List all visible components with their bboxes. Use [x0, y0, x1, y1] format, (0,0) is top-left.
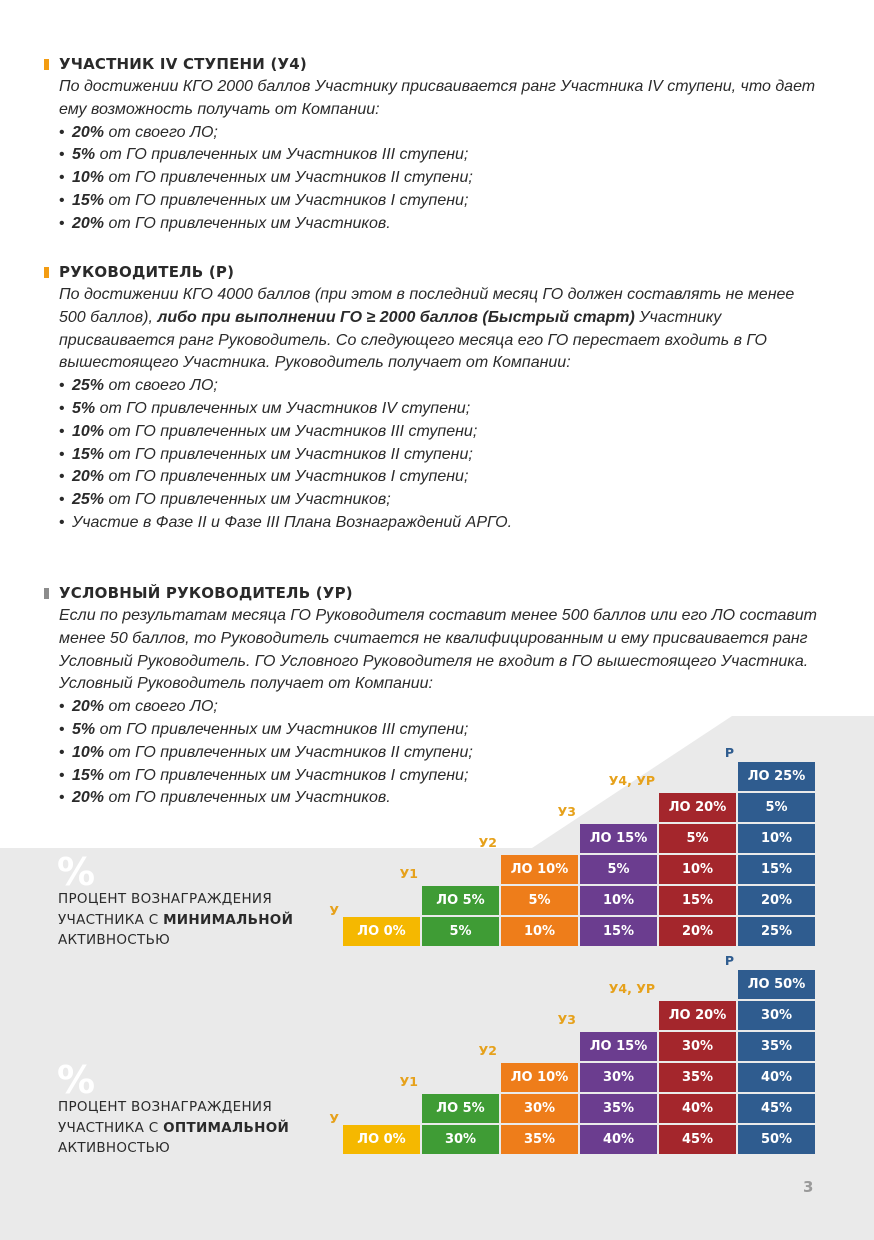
table-caption	[58, 1097, 289, 1159]
bullet-percent: 20%	[72, 468, 105, 486]
percent-cell: 5%	[580, 855, 657, 884]
list-item	[59, 489, 824, 512]
caption-bold: ОПТИМАЛЬНОЙ	[163, 1119, 290, 1136]
percent-cell: 30%	[580, 1063, 657, 1092]
section-heading	[44, 262, 824, 282]
bullet-percent: 5%	[72, 720, 96, 738]
bullet-icon: •	[59, 491, 65, 509]
bullet-percent: 10%	[72, 743, 105, 761]
percent-cell: 30%	[501, 1094, 578, 1123]
lo-cell: ЛО 5%	[422, 886, 499, 915]
caption-line	[58, 910, 293, 931]
rank-label: У1	[399, 866, 418, 881]
section-paragraph	[59, 605, 824, 696]
bullet-icon: •	[59, 743, 65, 761]
percent-cell: 10%	[501, 917, 578, 946]
percent-cell: 35%	[580, 1094, 657, 1123]
bullet-icon: •	[59, 513, 65, 531]
bullet-text: от ГО привлеченных им Участников III ступени;	[95, 720, 469, 738]
rank-label: У3	[557, 804, 576, 819]
bullet-text: от своего ЛО;	[104, 123, 218, 141]
paragraph-text: Участнику присваивается ранг Руководитель. Со следующего месяца его ГО перестает входить в ГО вышестоящего Участника. Руководитель получает от Компании:	[59, 308, 767, 372]
bullet-percent: 15%	[72, 191, 105, 209]
percent-cell: 50%	[738, 1125, 815, 1154]
rank-label: У4, УР	[608, 981, 655, 996]
rank-section	[44, 583, 824, 810]
percent-cell: 5%	[422, 917, 499, 946]
bullet-percent: 10%	[72, 422, 105, 440]
bullet-icon: •	[59, 169, 65, 187]
bullet-percent: 5%	[72, 146, 96, 164]
percent-cell: 45%	[659, 1125, 736, 1154]
bullet-text: от ГО привлеченных им Участников II ступени;	[104, 445, 473, 463]
section-heading	[44, 583, 824, 603]
percent-cell: 35%	[738, 1032, 815, 1061]
bullet-icon: •	[59, 191, 65, 209]
list-item	[59, 398, 824, 421]
caption-text: АКТИВНОСТЬЮ	[58, 1140, 171, 1156]
caption-line	[58, 930, 293, 951]
caption-line	[58, 889, 293, 910]
lo-cell: ЛО 25%	[738, 762, 815, 791]
caption-text: ПРОЦЕНТ ВОЗНАГРАЖДЕНИЯ	[58, 1099, 273, 1115]
percent-cell: 30%	[422, 1125, 499, 1154]
caption-line	[58, 1118, 289, 1139]
bullet-text: от ГО привлеченных им Участников II ступени;	[104, 743, 473, 761]
percent-cell: 40%	[659, 1094, 736, 1123]
percent-cell: 10%	[659, 855, 736, 884]
list-item	[59, 765, 824, 788]
list-item	[59, 421, 824, 444]
list-item	[59, 466, 824, 489]
percent-cell: 15%	[659, 886, 736, 915]
bullet-text: от ГО привлеченных им Участников I ступени;	[104, 468, 469, 486]
caption-line	[58, 1138, 289, 1159]
rank-label: У2	[478, 835, 497, 850]
bullet-icon: •	[59, 720, 65, 738]
bullet-icon: •	[59, 445, 65, 463]
percent-cell: 35%	[659, 1063, 736, 1092]
list-item	[59, 444, 824, 467]
section-title: РУКОВОДИТЕЛЬ (Р)	[59, 263, 235, 281]
bullet-text: от ГО привлеченных им Участников III ступени;	[104, 422, 478, 440]
rank-label: Р	[724, 953, 734, 968]
bullet-text: от ГО привлеченных им Участников;	[104, 491, 391, 509]
list-item	[59, 719, 824, 742]
lo-cell: ЛО 10%	[501, 1063, 578, 1092]
lo-cell: ЛО 5%	[422, 1094, 499, 1123]
bullet-icon: •	[59, 377, 65, 395]
lo-cell: ЛО 20%	[659, 793, 736, 822]
bullet-icon: •	[59, 698, 65, 716]
bullet-icon: •	[59, 789, 65, 807]
percent-cell: 5%	[501, 886, 578, 915]
percent-cell: 15%	[580, 917, 657, 946]
bullet-percent: 20%	[72, 123, 105, 141]
paragraph-text: По достижении КГО 2000 баллов Участнику присваивается ранг Участника IV ступени, что дает ему возможность получать от Компании:	[59, 78, 816, 118]
section-marker	[44, 267, 49, 278]
percent-cell: 5%	[738, 793, 815, 822]
caption-bold: МИНИМАЛЬНОЙ	[163, 911, 294, 928]
bullet-text: от ГО привлеченных им Участников I ступени;	[104, 191, 469, 209]
percent-cell: 10%	[738, 824, 815, 853]
lo-cell: ЛО 15%	[580, 824, 657, 853]
lo-cell: ЛО 15%	[580, 1032, 657, 1061]
bullet-icon: •	[59, 468, 65, 486]
bullet-icon: •	[59, 123, 65, 141]
list-item	[59, 144, 824, 167]
rank-section	[44, 54, 824, 236]
lo-cell: ЛО 50%	[738, 970, 815, 999]
paragraph-text: либо при выполнении ГО ≥ 2000 баллов (Быстрый старт)	[157, 308, 635, 326]
page-number: 3	[803, 1178, 814, 1196]
bullet-percent: 25%	[72, 491, 105, 509]
bullet-text: Участие в Фазе II и Фазе III Плана Вознаграждений АРГО.	[72, 513, 513, 531]
bullet-percent: 5%	[72, 399, 96, 417]
section-heading	[44, 54, 824, 74]
percent-icon: %	[57, 850, 96, 894]
percent-cell: 20%	[738, 886, 815, 915]
section-marker	[44, 588, 49, 599]
percent-cell: 40%	[580, 1125, 657, 1154]
percent-cell: 35%	[501, 1125, 578, 1154]
rank-label: У4, УР	[608, 773, 655, 788]
lo-cell: ЛО 0%	[343, 1125, 420, 1154]
bullet-list	[44, 375, 824, 535]
list-item	[59, 213, 824, 236]
lo-cell: ЛО 20%	[659, 1001, 736, 1030]
bullet-icon: •	[59, 214, 65, 232]
percent-cell: 40%	[738, 1063, 815, 1092]
bullet-percent: 25%	[72, 377, 105, 395]
rank-label: У	[329, 1111, 339, 1126]
bullet-icon: •	[59, 766, 65, 784]
bullet-icon: •	[59, 399, 65, 417]
bullet-percent: 15%	[72, 445, 105, 463]
bullet-percent: 20%	[72, 698, 105, 716]
percent-cell: 10%	[580, 886, 657, 915]
percent-cell: 25%	[738, 917, 815, 946]
paragraph-text: Если по результатам месяца ГО Руководителя составит менее 500 баллов или его ЛО составит менее 50 баллов, то Руководитель считается не квалифицированным и ему присваивается ранг Условный Руководитель. ГО Условного Руководителя не входит в ГО вышестоящего Участника. Условный Руководитель получает от Компании:	[59, 607, 818, 693]
bullet-text: от своего ЛО;	[104, 698, 218, 716]
bullet-text: от ГО привлеченных им Участников I ступени;	[104, 766, 469, 784]
section-marker	[44, 59, 49, 70]
rank-label: У2	[478, 1043, 497, 1058]
list-item	[59, 512, 824, 535]
percent-cell: 15%	[738, 855, 815, 884]
bullet-text: от ГО привлеченных им Участников IV ступени;	[95, 399, 471, 417]
rank-label: У3	[557, 1012, 576, 1027]
bullet-text: от ГО привлеченных им Участников II ступени;	[104, 169, 473, 187]
percent-icon: %	[57, 1058, 96, 1102]
percent-cell: 45%	[738, 1094, 815, 1123]
percent-cell: 5%	[659, 824, 736, 853]
rank-label: У	[329, 903, 339, 918]
section-title: УСЛОВНЫЙ РУКОВОДИТЕЛЬ (УР)	[59, 584, 353, 602]
list-item	[59, 696, 824, 719]
list-item	[59, 375, 824, 398]
bullet-percent: 15%	[72, 766, 105, 784]
caption-text: АКТИВНОСТЬЮ	[58, 932, 171, 948]
bullet-text: от своего ЛО;	[104, 377, 218, 395]
list-item	[59, 167, 824, 190]
section-paragraph	[59, 284, 824, 375]
rank-label: Р	[724, 745, 734, 760]
list-item	[59, 122, 824, 145]
bullet-icon: •	[59, 422, 65, 440]
percent-cell: 30%	[659, 1032, 736, 1061]
bullet-text: от ГО привлеченных им Участников.	[104, 214, 391, 232]
caption-text: УЧАСТНИКА С	[58, 1119, 164, 1136]
caption-line	[58, 1097, 289, 1118]
list-item	[59, 190, 824, 213]
lo-cell: ЛО 0%	[343, 917, 420, 946]
caption-text: ПРОЦЕНТ ВОЗНАГРАЖДЕНИЯ	[58, 891, 273, 907]
bullet-icon: •	[59, 146, 65, 164]
bullet-percent: 20%	[72, 789, 105, 807]
caption-text: УЧАСТНИКА С	[58, 911, 164, 928]
percent-cell: 20%	[659, 917, 736, 946]
section-paragraph	[59, 76, 824, 122]
bullet-text: от ГО привлеченных им Участников.	[104, 789, 391, 807]
rank-label: У1	[399, 1074, 418, 1089]
bullet-text: от ГО привлеченных им Участников III ступени;	[95, 146, 469, 164]
bullet-percent: 20%	[72, 214, 105, 232]
bullet-percent: 10%	[72, 169, 105, 187]
percent-cell: 30%	[738, 1001, 815, 1030]
bullet-list	[44, 122, 824, 236]
section-title: УЧАСТНИК IV СТУПЕНИ (У4)	[59, 55, 307, 73]
rank-section	[44, 262, 824, 535]
lo-cell: ЛО 10%	[501, 855, 578, 884]
table-caption	[58, 889, 293, 951]
paragraph-text: По достижении КГО 4000 баллов (при этом в последний месяц ГО должен составлять не менее 500 баллов),	[59, 286, 795, 326]
